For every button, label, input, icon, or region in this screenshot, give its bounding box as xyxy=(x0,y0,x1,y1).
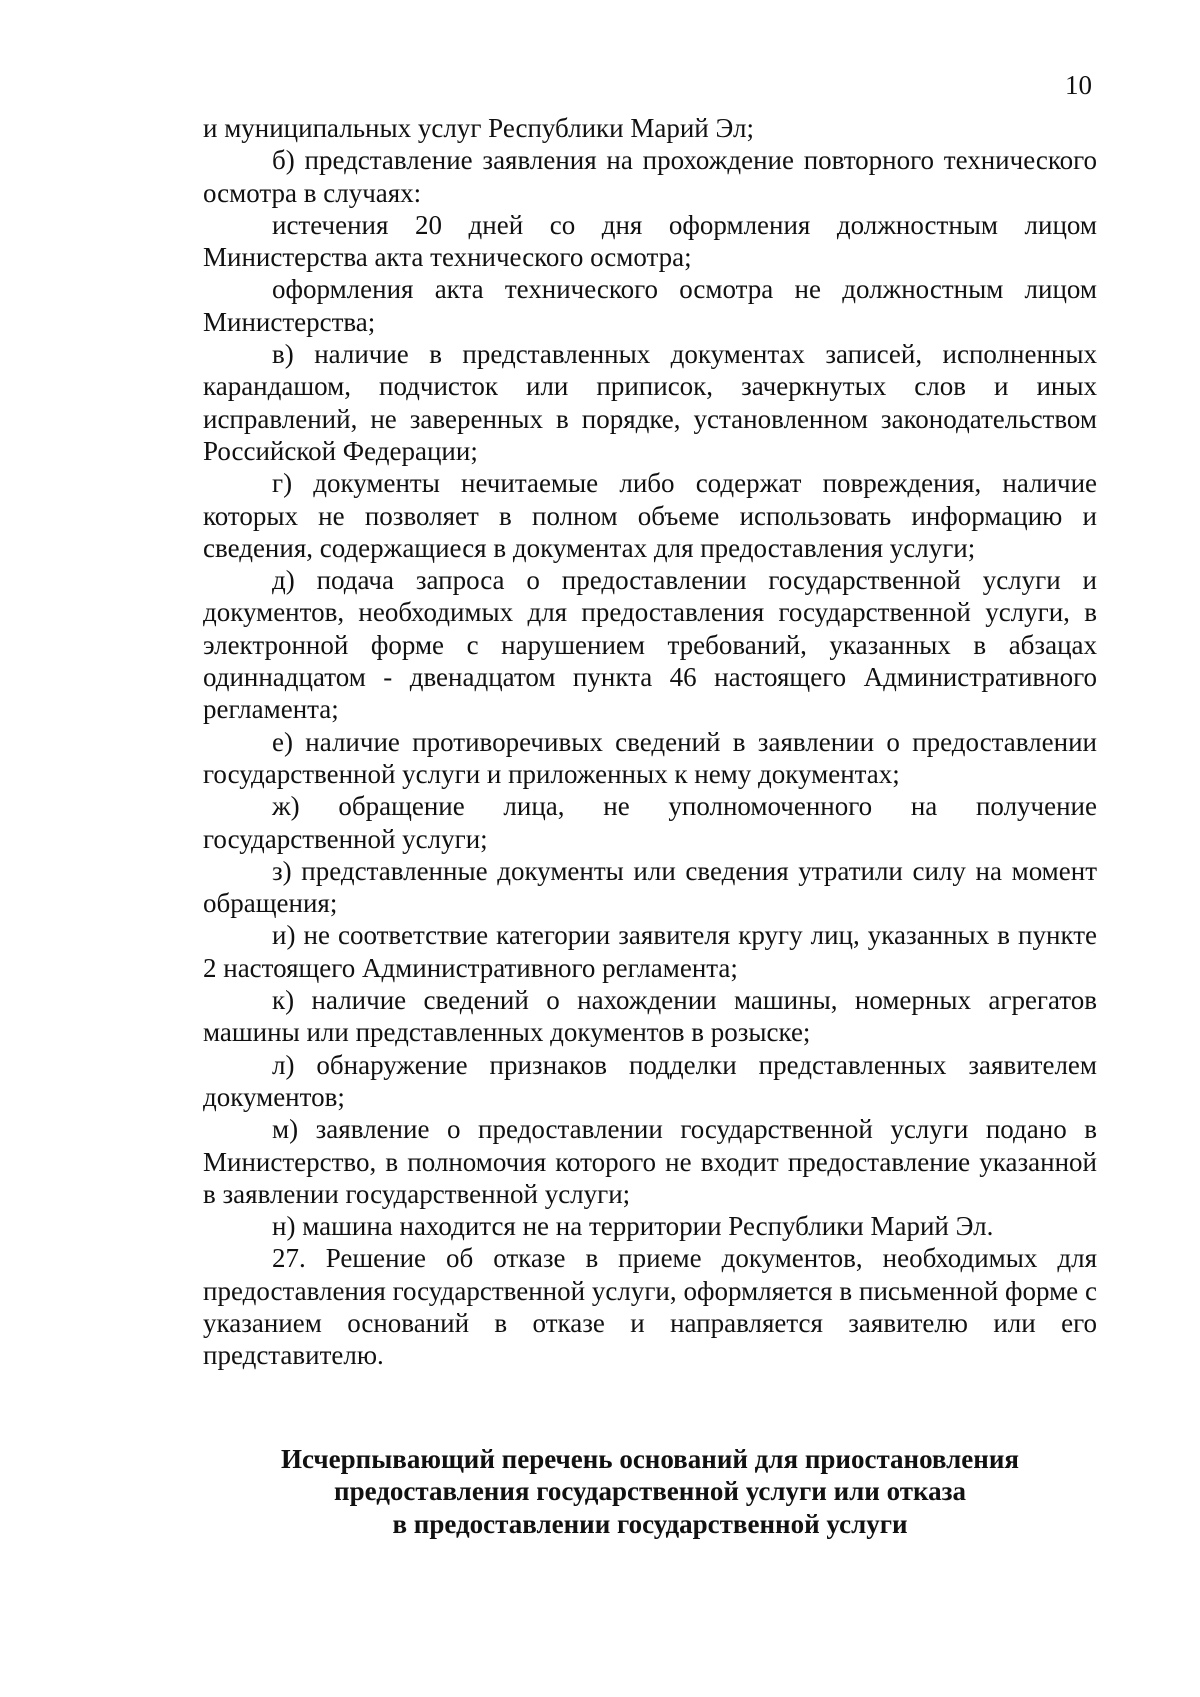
paragraph-item-m: м) заявление о предоставлении государственной услуги подано в Министерство, в полномочия которого не входит предоставление указанной в заявлении государственной услуги; xyxy=(203,1114,1097,1209)
paragraph-item-d: д) подача запроса о предоставлении государственной услуги и документов, необходимых для предоставления государственной услуги, в электронной форме с нарушением требований, указанных в абзацах одиннадцатом - двенадцатом пункта 46 настоящего Административного регламента; xyxy=(203,565,1097,725)
paragraph-item-g: г) документы нечитаемые либо содержат повреждения, наличие которых не позволяет в полном объеме использовать информацию и сведения, содержащиеся в документах для предоставления услуги; xyxy=(203,468,1097,563)
paragraph-item-v: в) наличие в представленных документах записей, исполненных карандашом, подчисток или приписок, зачеркнутых слов и иных исправлений, не заверенных в порядке, установленном законодательством Российской Федерации; xyxy=(203,339,1097,466)
paragraph-item-b: б) представление заявления на прохождение повторного технического осмотра в случаях: xyxy=(203,145,1097,208)
section-heading-line: предоставления государственной услуги или отказа xyxy=(334,1476,966,1507)
section-heading-line: в предоставлении государственной услуги xyxy=(392,1508,908,1539)
paragraph-item-i: и) не соответствие категории заявителя кругу лиц, указанных в пункте 2 настоящего Административного регламента; xyxy=(203,920,1097,983)
section-heading xyxy=(203,1443,1097,1540)
paragraph-item-zh: ж) обращение лица, не уполномоченного на получение государственной услуги; xyxy=(203,791,1097,854)
paragraph-item-l: л) обнаружение признаков подделки представленных заявителем документов; xyxy=(203,1049,1097,1112)
paragraph-item-e: е) наличие противоречивых сведений в заявлении о предоставлении государственной услуги и приложенных к нему документах; xyxy=(203,726,1097,789)
document-body xyxy=(203,112,1097,1372)
paragraph-subitem-non-official: оформления акта технического осмотра не должностным лицом Министерства; xyxy=(203,274,1097,337)
section-heading-line: Исчерпывающий перечень оснований для приостановления xyxy=(280,1444,1020,1474)
paragraph-item-k: к) наличие сведений о нахождении машины, номерных агрегатов машины или представленных документов в розыске; xyxy=(203,985,1097,1048)
paragraph-clause-27: 27. Решение об отказе в приеме документов, необходимых для предоставления государственной услуги, оформляется в письменной форме с указанием оснований в отказе и направляется заявителю или его представителю. xyxy=(203,1243,1097,1371)
paragraph-item-z: з) представленные документы или сведения утратили силу на момент обращения; xyxy=(203,855,1097,919)
page-number: 10 xyxy=(1065,70,1092,100)
paragraph-item-n: н) машина находится не на территории Республики Марий Эл. xyxy=(272,1211,994,1242)
paragraph-continuation: и муниципальных услуг Республики Марий Эл; xyxy=(203,113,754,143)
paragraph-subitem-expiry: истечения 20 дней со дня оформления должностным лицом Министерства акта технического осмотра; xyxy=(203,209,1097,273)
